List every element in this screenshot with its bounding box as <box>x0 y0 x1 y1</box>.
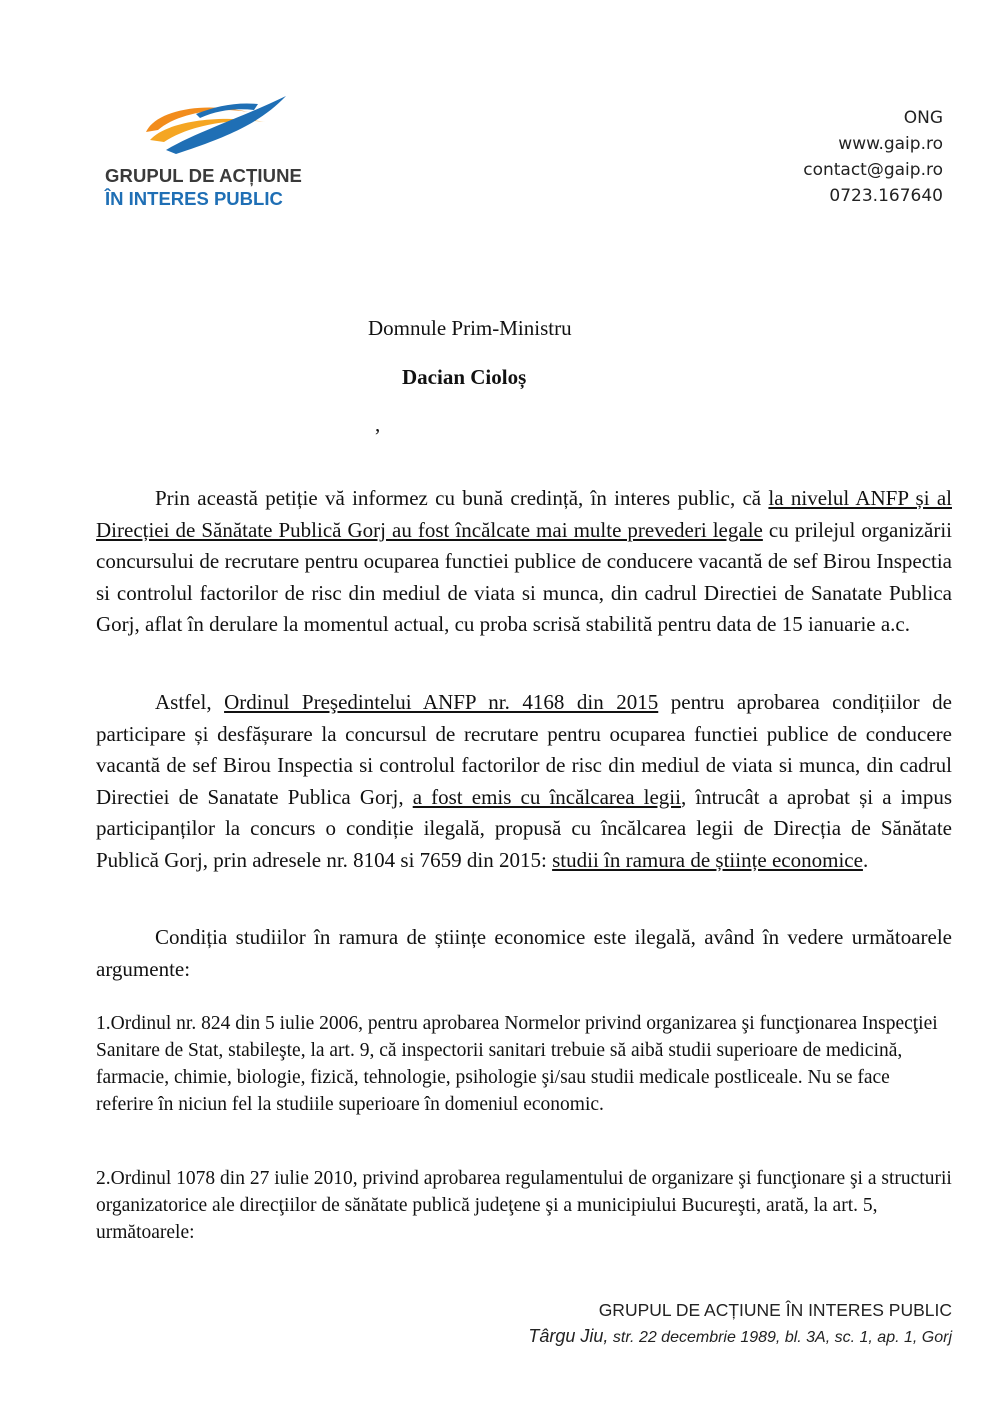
paragraph-1-text-b: cu prilejul organizării concursului de recrutare pentru ocuparea functiei publice de conducere vacantă de sef Birou Inspectia si controlul factorilor de risc din mediul de viata si munca, din cadrul Directiei de Sanatate Publica Gorj, aflat în derulare la momentul actual, cu proba scrisă stabilită pentru data de 15 ianuarie a.c. <box>96 517 952 636</box>
paragraph-2-text-b: pentru aprobarea condițiilor de participare și desfășurare la concursul de recrutare pentru ocuparea functiei publice de conducere vacantă de sef Birou Inspectia si controlul factorilor de risc din mediul de viata si munca, din cadrul Directiei de Sanatate Publica Gorj, <box>96 690 952 809</box>
salutation-comma: , <box>375 412 381 436</box>
paragraph-1 <box>96 483 952 641</box>
paragraph-2-underlined-order: Ordinul Preşedintelui ANFP nr. 4168 din 2015 <box>224 690 659 714</box>
logo-text-line1: GRUPUL DE ACȚIUNE <box>105 165 302 186</box>
recipient-name: Dacian Cioloș <box>402 365 527 389</box>
website-link[interactable]: www.gaip.ro <box>838 134 943 154</box>
paragraph-3: Condiția studiilor în ramura de științe economice este ilegală, având în vedere următoarele argumente: <box>96 925 952 981</box>
footer-organization: GRUPUL DE ACȚIUNE ÎN INTERES PUBLIC <box>598 1300 952 1320</box>
footer <box>528 1300 952 1347</box>
contact-block <box>803 105 943 209</box>
paragraph-2-underlined-illegal: a fost emis cu încălcarea legii <box>412 784 681 809</box>
salutation: Domnule Prim-Ministru <box>368 316 572 340</box>
list-item-2: 2.Ordinul 1078 din 27 iulie 2010, privind aprobarea regulamentului de organizare şi funcţionare şi a structurii organizatorice ale direcţiilor de sănătate publică judeţene şi a municipiului Bucureşti, arată, la art. 5, următoarele: <box>96 1168 952 1243</box>
footer-city: Târgu Jiu, <box>528 1326 609 1346</box>
paragraph-2-text-d: . <box>862 847 869 872</box>
paragraph-1-text-a: Prin această petiție vă informez cu bună credință, în interes public, că <box>155 486 769 510</box>
phone-number: 0723.167640 <box>829 186 943 206</box>
paragraph-2-text-c: , întrucât a aprobat și a impus participanților la concurs o condiție ilegală, propusă cu încălcarea legii de Direcția de Sănătate Publică Gorj, prin adresele nr. 8104 si 7659 din 2015: <box>96 784 952 872</box>
logo-swoosh-icon <box>136 92 296 162</box>
logo-text-line2: ÎN INTERES PUBLIC <box>105 188 283 209</box>
email-link[interactable]: contact@gaip.ro <box>803 160 943 180</box>
paragraph-2 <box>96 687 952 876</box>
org-type: ONG <box>903 108 943 128</box>
paragraph-1-underlined: la nivelul ANFP și al Direcției de Sănătate Publică Gorj au fost încălcate mai multe prevederi legale <box>96 486 952 542</box>
footer-street: str. 22 decembrie 1989, bl. 3A, sc. 1, ap. 1, Gorj <box>608 1329 952 1346</box>
footer-address <box>528 1326 952 1347</box>
paragraph-2-underlined-studies: studii în ramura de științe economice <box>552 847 863 872</box>
paragraph-2-text-a: Astfel, <box>155 690 225 714</box>
list-item-1: 1.Ordinul nr. 824 din 5 iulie 2006, pentru aprobarea Normelor privind organizarea şi funcţionarea Inspecţiei Sanitare de Stat, stabileşte, la art. 9, că inspectorii sanitari trebuie să aibă studii superioare de medicină, farmacie, chimie, biologie, fizică, tehnologie, psihologie şi/sau studii medicale postliceale. Nu se face referire în niciun fel la studiile superioare în domeniul economic. <box>96 1013 938 1115</box>
